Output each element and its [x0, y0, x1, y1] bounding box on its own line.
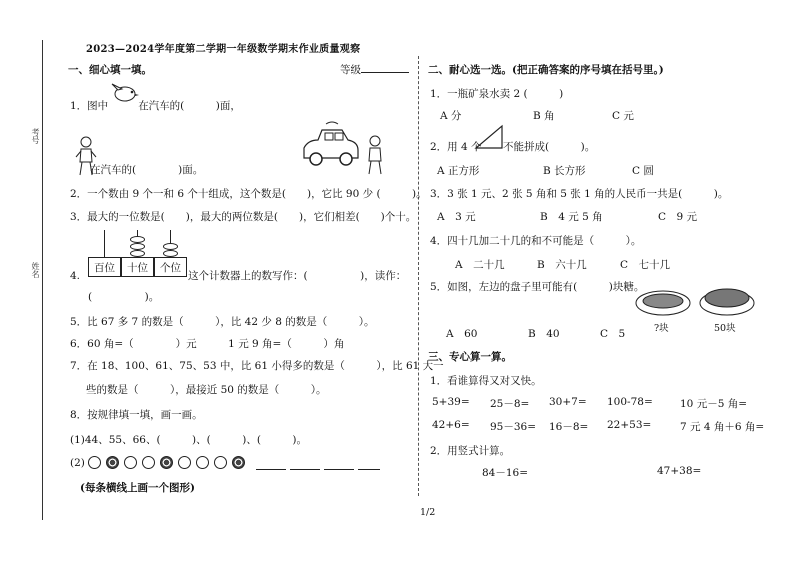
r5-option-c: C 5 — [600, 328, 626, 340]
r3-option-c: C 9 元 — [658, 211, 698, 223]
pattern-circle-filled — [106, 456, 119, 469]
r1-option-b: B 角 — [533, 110, 555, 122]
q3-text: 3．最大的一位数是( )，最大的两位数是( )，它们相差( )个十。 — [70, 211, 417, 223]
q5-text: 5．比 67 多 7 的数是（ ），比 42 少 8 的数是（ ）。 — [70, 316, 375, 328]
r5-option-b: B 40 — [528, 328, 560, 340]
abacus-tens-cell: 十位 — [121, 257, 154, 277]
grade-label: 等级 — [340, 64, 361, 76]
bird-illustration — [110, 80, 140, 106]
calc-1-5: 10 元－5 角= — [680, 398, 748, 410]
section-1-heading: 一、细心填一填。 — [68, 64, 152, 76]
page-number: 1/2 — [420, 507, 436, 518]
pattern-circle-plain — [88, 456, 101, 469]
abacus-bead-tens — [130, 243, 145, 250]
q1-pre: 1．图中 — [70, 100, 109, 112]
q4-label: 4. — [70, 270, 81, 282]
child-illustration-right — [364, 134, 386, 176]
q1-text-a — [70, 98, 241, 113]
section-3-heading: 三、专心算一算。 — [428, 351, 512, 363]
vertical-calc-1: 84－16= — [482, 467, 529, 479]
vertical-calc-2: 47+38= — [657, 465, 702, 477]
q7-cont: 些的数是（ ），最接近 50 的数是（ ）。 — [86, 384, 327, 396]
plate-left-label: ?块 — [654, 323, 669, 334]
binding-line — [42, 40, 43, 520]
side-name-label: 姓名 — [31, 262, 40, 278]
r5-text: 5．如图，左边的盘子里可能有( )块糖。 — [430, 281, 645, 293]
pattern-blank-4[interactable] — [358, 469, 380, 470]
calc-2-3: 16－8= — [549, 421, 589, 433]
r2-option-b: B 长方形 — [543, 165, 586, 177]
q8-2-label: (2) — [70, 457, 85, 469]
pattern-blank-2[interactable] — [290, 469, 320, 470]
plate-right-label: 50块 — [714, 323, 736, 334]
grade-blank[interactable] — [361, 63, 409, 73]
calc-2-5: 7 元 4 角＋6 角= — [680, 421, 765, 433]
q8-text: 8．按规律填一填，画一画。 — [70, 409, 203, 421]
q4-cont: ( )。 — [88, 291, 160, 303]
r4-option-c: C 七十几 — [620, 259, 671, 271]
abacus-bead-ones — [163, 243, 178, 250]
triangle-icon — [474, 124, 504, 150]
abacus-bead-ones — [163, 250, 178, 257]
abacus-ones-cell: 个位 — [154, 257, 187, 277]
r4-option-b: B 六十几 — [537, 259, 587, 271]
car-illustration — [300, 120, 362, 170]
calc-2-1: 42+6= — [432, 419, 470, 431]
pattern-circle-filled — [160, 456, 173, 469]
q7-text: 7．在 18、100、61、75、53 中，比 61 小得多的数是（ ），比 61 大一 — [70, 360, 444, 372]
r4-text: 4．四十几加二十几的和不可能是（ ）。 — [430, 235, 642, 247]
abacus-hundreds-cell: 百位 — [88, 257, 121, 277]
section-2-heading: 二、耐心选一选。(把正确答案的序号填在括号里。) — [428, 64, 664, 76]
r3-text: 3．3 张 1 元、2 张 5 角和 5 张 1 角的人民币一共是( )。 — [430, 188, 729, 200]
r2-text-pre: 2．用 4 个 — [430, 141, 482, 153]
calc-2-2: 95－36= — [490, 421, 537, 433]
q8-note: (每条横线上画一个图形) — [80, 482, 195, 494]
page-title: 2023—2024学年度第二学期一年级数学期末作业质量观察 — [86, 44, 361, 55]
calc-1-3: 30+7= — [549, 396, 587, 408]
q8-1-text: (1)44、55、66、( )、( )、( )。 — [70, 434, 308, 446]
pattern-circle-filled — [232, 456, 245, 469]
r3-option-a: A 3 元 — [437, 211, 476, 223]
q1-text-b: 在汽车的( )面。 — [90, 164, 204, 176]
c1-text: 1．看谁算得又对又快。 — [430, 375, 542, 387]
pattern-blank-3[interactable] — [324, 469, 354, 470]
pattern-circle-plain — [124, 456, 137, 469]
pattern-blank-1[interactable] — [256, 469, 286, 470]
q6-text: 6．60 角=（ ）元 1 元 9 角=（ ）角 — [70, 338, 345, 350]
calc-1-4: 100-78= — [607, 396, 653, 408]
r2-option-a: A 正方形 — [437, 165, 480, 177]
r2-text-post: 不能拼成( )。 — [503, 141, 596, 153]
side-id-label: 考号 — [31, 128, 40, 144]
abacus-bead-tens — [130, 236, 145, 243]
candy-plate-right — [698, 286, 756, 318]
r2-option-c: C 圆 — [632, 165, 654, 177]
r1-option-c: C 元 — [612, 110, 634, 122]
r1-option-a: A 分 — [440, 110, 462, 122]
candy-plate-left — [634, 288, 692, 318]
pattern-circle-plain — [178, 456, 191, 469]
pattern-circle-plain — [196, 456, 209, 469]
abacus-rod-hundreds — [104, 230, 105, 258]
column-divider — [418, 56, 419, 496]
r5-option-a: A 60 — [446, 328, 478, 340]
c2-text: 2．用竖式计算。 — [430, 445, 511, 457]
r4-option-a: A 二十几 — [455, 259, 505, 271]
abacus-bead-tens — [130, 250, 145, 257]
pattern-circle-plain — [142, 456, 155, 469]
q2-text: 2．一个数由 9 个一和 6 个十组成，这个数是( )，它比 90 少 ( )。 — [70, 188, 427, 200]
pattern-circle-plain — [214, 456, 227, 469]
calc-1-2: 25－8= — [490, 398, 530, 410]
calc-1-1: 5+39= — [432, 396, 470, 408]
r1-text: 1．一瓶矿泉水卖 2 ( ) — [430, 88, 564, 100]
q1-post: 在汽车的( )面， — [138, 100, 241, 112]
r3-option-b: B 4 元 5 角 — [540, 211, 603, 223]
q4-text: 这个计数器上的数写作：( )，读作： — [188, 270, 407, 282]
grade-field — [340, 62, 409, 77]
calc-2-4: 22+53= — [607, 419, 652, 431]
